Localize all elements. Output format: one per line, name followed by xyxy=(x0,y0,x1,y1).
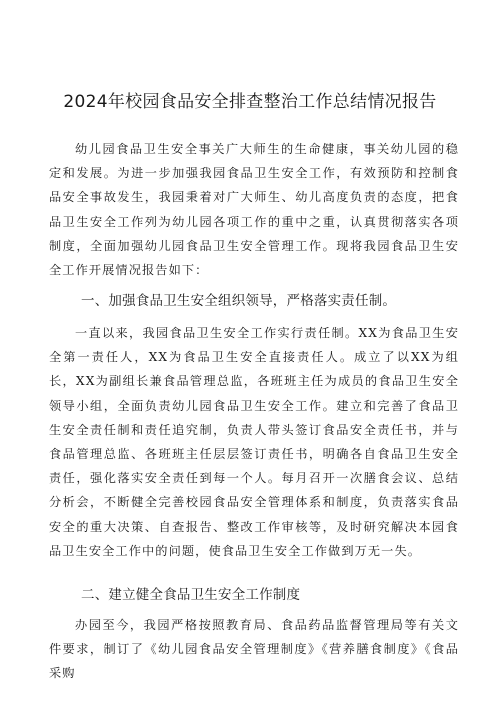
section-1-heading: 一、加强食品卫生安全组织领导，严格落实责任制。 xyxy=(81,293,397,309)
document-title: 2024年校园食品安全排查整治工作总结情况报告 xyxy=(63,92,437,112)
intro-paragraph: 幼儿园食品卫生安全事关广大师生的生命健康，事关幼儿园的稳定和发展。为进一步加强我园食品卫生安全工作，有效预防和控制食品安全事故发生，我园秉着对广大师生、幼儿高度负责的态度，把食品卫生安全工作列为幼儿园各项工作的重中之重，认真贯彻落实各项制度，全面加强幼儿园食品卫生安全管理工作。现将我园食品卫生安全工作开展情况报告如下： xyxy=(49,142,459,278)
section-1-paragraph: 一直以来，我园食品卫生安全工作实行责任制。XX为食品卫生安全第一责任人，XX为食品卫生安全直接责任人。成立了以XX为组长，XX为副组长兼食品管理总监，各班班主任为成员的食品卫生安全领导小组，全面负责幼儿园食品卫生安全工作。建立和完善了食品卫生安全责任制和责任追究制，负责人带头签订食品安全责任书，并与食品管理总监、各班班主任层层签订责任书，明确各自食品卫生安全责任，强化落实安全责任到每一个人。每月召开一次膳食会议、总结分析会，不断健全完善校园食品安全管理体系和制度，负责落实食品安全的重大决策、自查报告、整改工作审核等，及时研究解决本园食品卫生安全工作中的问题，使食品卫生安全工作做到万无一失。 xyxy=(49,326,459,558)
section-2-paragraph: 办园至今，我园严格按照教育局、食品药品监督管理局等有关文件要求，制订了《幼儿园食品安全管理制度》《营养膳食制度》《食品采购 xyxy=(49,618,459,681)
section-2-heading: 二、建立健全食品卫生安全工作制度 xyxy=(81,587,301,603)
